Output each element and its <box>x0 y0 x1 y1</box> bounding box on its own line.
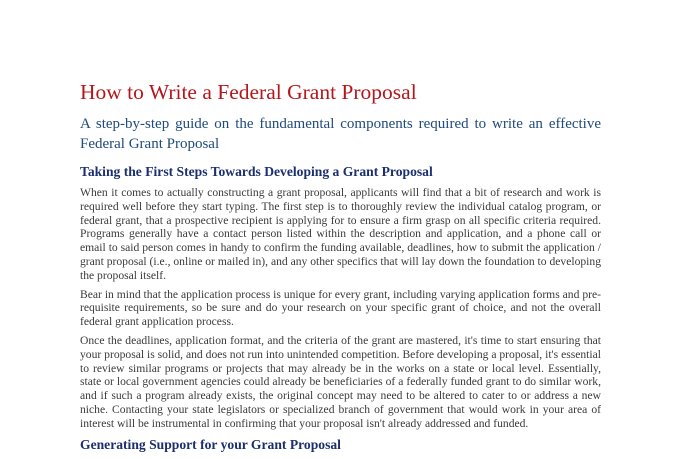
section-heading: Generating Support for your Grant Proposal <box>80 436 341 452</box>
section-heading: Taking the First Steps Towards Developing a Grant Proposal <box>80 164 433 179</box>
document-page <box>80 78 601 454</box>
paragraph: Once the deadlines, application format, and the criteria of the grant are mastered, it's time to start ensuring that your proposal is solid, and does not run into unintended competition. Before developing a proposal, it's essential to review similar programs or projects that may already be in the works on a state or local level. Essentially, state or local government agencies could already be beneficiaries of a federally funded grant to do similar work, and if such a program already exists, the original concept may need to be altered to cater to or address a new niche. Contacting your state legislators or specialized branch of government that would work in your area of interest will be instrumental in confirming that your proposal isn't already addressed and funded. <box>80 333 601 430</box>
document-subtitle: A step-by-step guide on the fundamental components required to write an effective Federal Grant Proposal <box>80 116 601 152</box>
paragraph: When it comes to actually constructing a grant proposal, applicants will find that a bit of research and work is required well before they start typing. The first step is to thoroughly review the individual catalog program, or federal grant, that a prospective recipient is applying for to ensure a firm grasp on all specific criteria required. Programs generally have a contact person listed within the description and application, and a phone call or email to said person comes in handy to confirm the funding available, deadlines, how to submit the application / grant proposal (i.e., online or mailed in), and any other specifics that will lay down the foundation to developing the proposal itself. <box>80 186 601 282</box>
document-title: How to Write a Federal Grant Proposal <box>80 80 417 104</box>
paragraph: Bear in mind that the application process is unique for every grant, including varying application forms and pre-requisite requirements, so be sure and do your research on your specific grant of choice, and not the overall federal grant application process. <box>80 287 601 329</box>
